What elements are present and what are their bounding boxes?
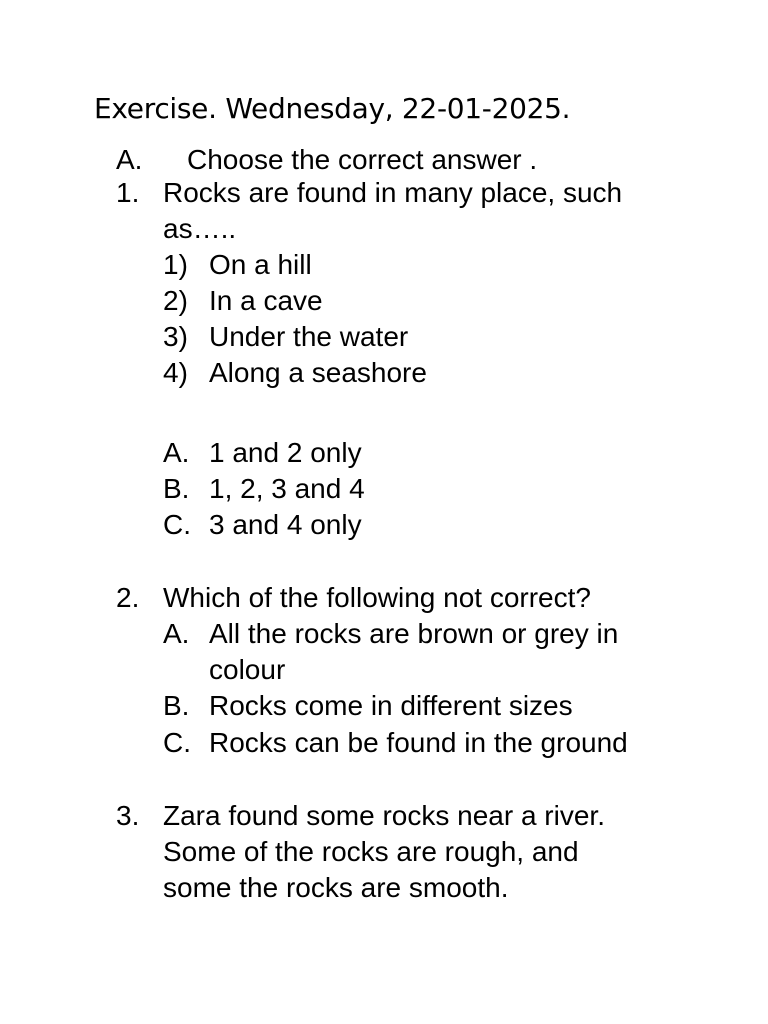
option-marker: C.	[163, 727, 191, 758]
statement-marker: 3)	[163, 321, 188, 352]
answer-option-continued	[209, 652, 285, 688]
option-marker: B.	[163, 473, 190, 504]
question-number: 3.	[116, 800, 140, 831]
option-marker: A.	[163, 437, 190, 468]
question-text: some the rocks are smooth.	[163, 872, 509, 903]
section-marker: A.	[116, 144, 143, 175]
statement-marker: 2)	[163, 285, 188, 316]
option-text: colour	[209, 654, 286, 685]
question-3-continued	[163, 834, 579, 870]
statement-text: On a hill	[209, 249, 312, 280]
question-number: 2.	[116, 582, 140, 613]
question-text: as…..	[163, 213, 237, 244]
section-heading-text: Choose the correct answer .	[187, 144, 538, 175]
option-marker: C.	[163, 509, 191, 540]
question-text: Rocks are found in many place, such	[163, 177, 623, 208]
option-text: 3 and 4 only	[209, 509, 362, 540]
question-text: Zara found some rocks near a river.	[163, 800, 605, 831]
option-text: 1 and 2 only	[209, 437, 362, 468]
question-number: 1.	[116, 177, 140, 208]
question-1-continued	[163, 211, 236, 247]
option-text: 1, 2, 3 and 4	[209, 473, 365, 504]
option-text: All the rocks are brown or grey in	[209, 618, 619, 649]
statement-marker: 1)	[163, 249, 188, 280]
option-marker: A.	[163, 618, 190, 649]
question-3-continued	[163, 870, 508, 906]
statement-text: In a cave	[209, 285, 323, 316]
option-text: Rocks can be found in the ground	[209, 727, 628, 758]
page-title: Exercise. Wednesday, 22-01-2025.	[94, 92, 571, 125]
statement-marker: 4)	[163, 357, 188, 388]
option-marker: B.	[163, 690, 190, 721]
question-text: Which of the following not correct?	[163, 582, 591, 613]
option-text: Rocks come in different sizes	[209, 690, 573, 721]
statement-text: Under the water	[209, 321, 409, 352]
question-text: Some of the rocks are rough, and	[163, 836, 579, 867]
statement-text: Along a seashore	[209, 357, 427, 388]
